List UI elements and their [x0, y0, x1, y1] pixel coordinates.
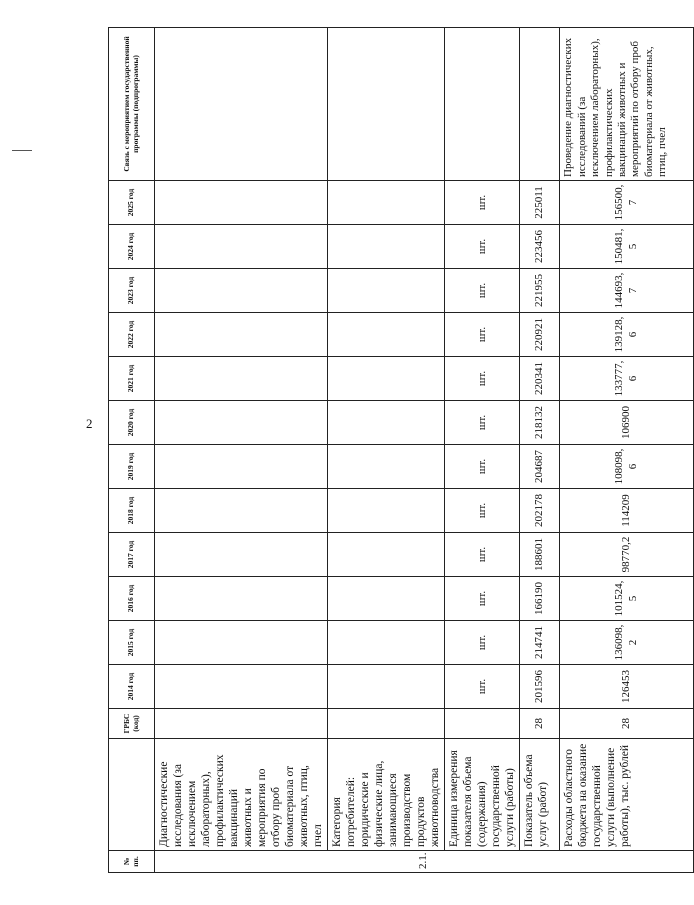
header-grbs: ГРБС (код) — [109, 709, 155, 739]
table-row — [560, 28, 694, 873]
cell-value: 214741 — [520, 621, 560, 665]
cell-value: шт. — [445, 269, 520, 313]
row-grbs — [328, 709, 445, 739]
header-year: 2020 год — [109, 401, 155, 445]
cell-value: шт. — [445, 445, 520, 489]
cell-value: шт. — [445, 489, 520, 533]
cell-value: 114209 — [560, 489, 694, 533]
row-link — [445, 28, 520, 181]
row-grbs — [445, 709, 520, 739]
cell-value — [155, 445, 328, 489]
cell-value — [155, 665, 328, 709]
cell-value — [328, 181, 445, 225]
cell-value: 101524,5 — [560, 577, 694, 621]
cell-value — [328, 357, 445, 401]
row-link — [520, 28, 560, 181]
cell-value: шт. — [445, 533, 520, 577]
header-year: 2017 год — [109, 533, 155, 577]
cell-value: шт. — [445, 401, 520, 445]
row-number: 2.1. — [155, 851, 694, 873]
header-year: 2021 год — [109, 357, 155, 401]
cell-value: 136098,2 — [560, 621, 694, 665]
margin-mark — [12, 150, 32, 151]
table-row — [445, 28, 520, 873]
cell-value — [155, 269, 328, 313]
row-label: Расходы областного бюджета на оказание государственной услуги (выполнение работы), тыс. рублей — [560, 739, 694, 851]
cell-value: 126453 — [560, 665, 694, 709]
row-label: Единица измерения показателя объема (содержания) государственной услуги (работы) — [445, 739, 520, 851]
cell-value — [155, 313, 328, 357]
cell-value — [328, 577, 445, 621]
cell-value: 150481,5 — [560, 225, 694, 269]
cell-value — [328, 401, 445, 445]
cell-value — [155, 577, 328, 621]
header-year: 2018 год — [109, 489, 155, 533]
cell-value — [328, 665, 445, 709]
header-year: 2024 год — [109, 225, 155, 269]
cell-value: 188601 — [520, 533, 560, 577]
header-year: 2014 год — [109, 665, 155, 709]
cell-value — [328, 313, 445, 357]
header-year: 2025 год — [109, 181, 155, 225]
row-label: Диагностические исследования (за исключением лабораторных), профилактических вакцинаций животных и мероприятия по отбору проб биоматериала от животных, птиц, пчел — [155, 739, 328, 851]
header-row — [109, 28, 155, 873]
cell-value: шт. — [445, 577, 520, 621]
cell-value — [328, 533, 445, 577]
cell-value — [155, 225, 328, 269]
cell-value: шт. — [445, 313, 520, 357]
cell-value: 218132 — [520, 401, 560, 445]
header-year: 2023 год — [109, 269, 155, 313]
cell-value: 204687 — [520, 445, 560, 489]
page-number: 2 — [86, 416, 93, 431]
cell-value: 223456 — [520, 225, 560, 269]
cell-value: 108098,6 — [560, 445, 694, 489]
row-label: Категория потребителей: юридические и физические лица, занимающиеся производством продуктов животноводства — [328, 739, 445, 851]
cell-value: 202178 — [520, 489, 560, 533]
cell-value — [328, 225, 445, 269]
header-year: 2016 год — [109, 577, 155, 621]
row-grbs: 28 — [520, 709, 560, 739]
header-year: 2019 год — [109, 445, 155, 489]
cell-value: 156500,7 — [560, 181, 694, 225]
cell-value — [155, 357, 328, 401]
cell-value — [155, 533, 328, 577]
cell-value: шт. — [445, 665, 520, 709]
program-table — [108, 27, 694, 873]
row-grbs — [155, 709, 328, 739]
cell-value: 98770,2 — [560, 533, 694, 577]
header-name — [109, 739, 155, 851]
table-row — [155, 28, 328, 873]
header-no: № пп. — [109, 851, 155, 873]
cell-value: шт. — [445, 621, 520, 665]
cell-value: 133777,6 — [560, 357, 694, 401]
cell-value — [155, 401, 328, 445]
cell-value: шт. — [445, 225, 520, 269]
table-row — [520, 28, 560, 873]
cell-value: 220341 — [520, 357, 560, 401]
cell-value: 166190 — [520, 577, 560, 621]
row-grbs: 28 — [560, 709, 694, 739]
cell-value: 144693,7 — [560, 269, 694, 313]
table-row — [328, 28, 445, 873]
cell-value — [155, 621, 328, 665]
cell-value: 201596 — [520, 665, 560, 709]
header-year: 2015 год — [109, 621, 155, 665]
header-link: Связь с мероприятием государственной программы (подпрограммы) — [109, 28, 155, 181]
header-year: 2022 год — [109, 313, 155, 357]
cell-value: 220921 — [520, 313, 560, 357]
cell-value: шт. — [445, 181, 520, 225]
cell-value — [155, 181, 328, 225]
rotated-table-wrapper — [108, 28, 669, 873]
cell-value — [328, 489, 445, 533]
row-link: Проведение диагностических исследований (за исключением лабораторных), профилактических вакцинаций животных и мероприятий по отбору проб биоматериала от животных, птиц, пчел — [560, 28, 694, 181]
row-link — [328, 28, 445, 181]
cell-value: 139128,6 — [560, 313, 694, 357]
cell-value: шт. — [445, 357, 520, 401]
cell-value — [328, 445, 445, 489]
row-label: Показатель объема услуг (работ) — [520, 739, 560, 851]
cell-value — [328, 269, 445, 313]
cell-value — [328, 621, 445, 665]
cell-value: 221955 — [520, 269, 560, 313]
cell-value: 225011 — [520, 181, 560, 225]
cell-value — [155, 489, 328, 533]
row-link — [155, 28, 328, 181]
cell-value: 106900 — [560, 401, 694, 445]
